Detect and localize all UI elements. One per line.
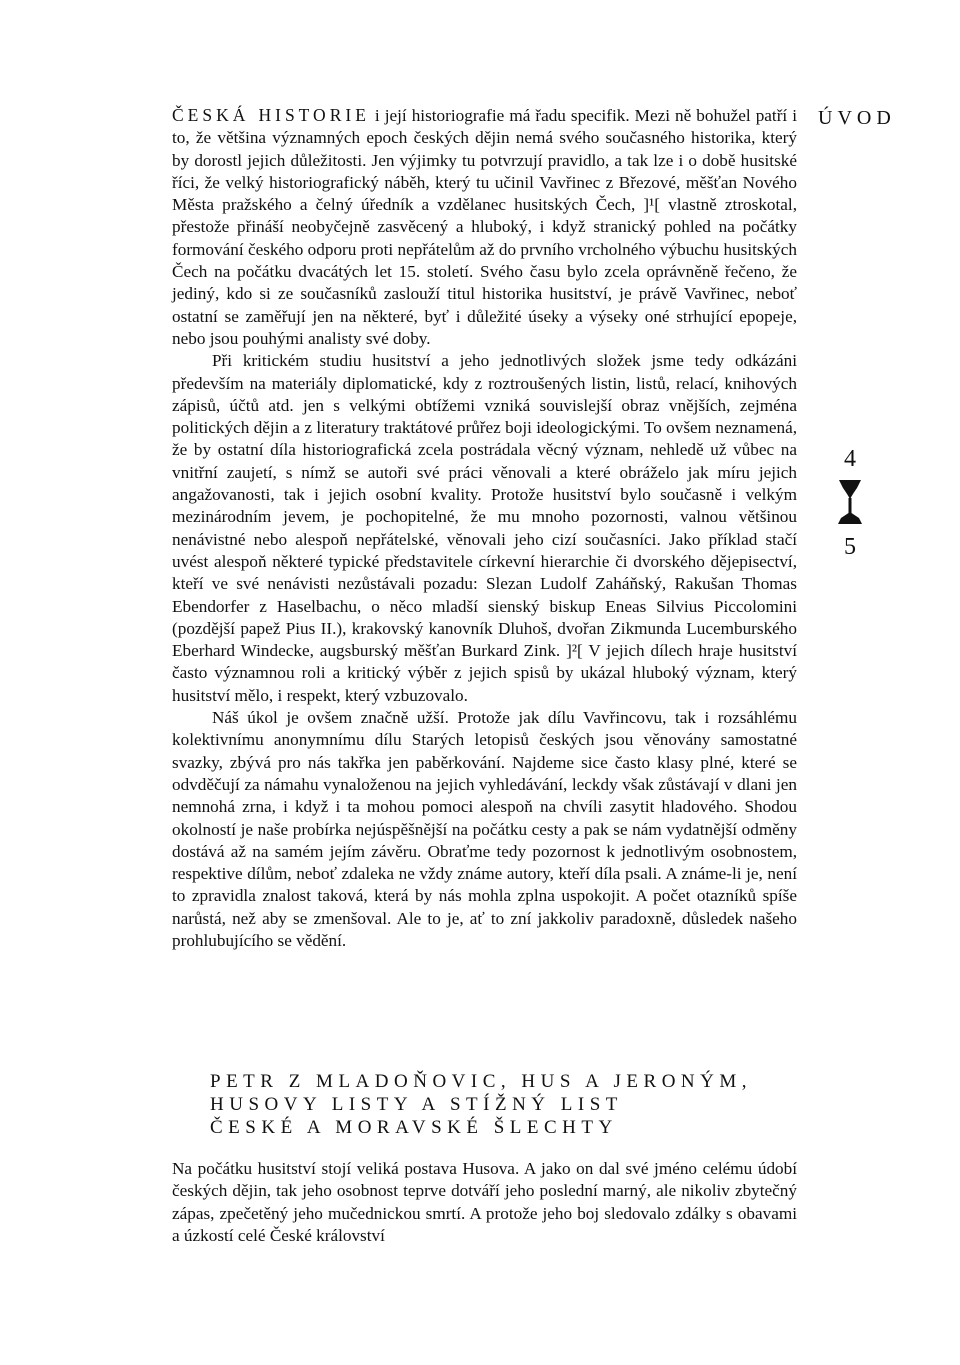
section-paragraph-1: Na počátku husitství stojí veliká postava Husova. A jako on dal své jméno celému údobí českých dějin, tak jeho osobnost teprve dotváří jeho poslední marný, ale nikoliv zbytečný zápas, zpečetěný jeho mučednickou smrtí. A protože jeho boj sledovalo zdálky s obavami a úzkostí celé České království	[172, 1159, 797, 1245]
intro-paragraph-1-text: i její historiografie má řadu specifik. Mezi ně bohužel patří i to, že většina významných epoch českých dějin nemá svého současného historika, který by dorostl jejich důležitosti. Jen výjimky tu potvrzují pravidlo, a tak lze i o době husitské říci, že velký historiografický náběh, který tu učinil Vavřinec z Březové, měšťan Nového Města pražského a čelný úředník a vzdělanec husitských Čech, ]¹[ vlastně ztroskotal, přestože přináší neobyčejně zasvěcený a hluboký, i když stranický pohled na počátky formování českého odporu proti nepřátelům až do prvního vrcholného výbuchu husitských Čech na počátku dvacátých let 15. století. Svého času bylo zcela oprávněně řečeno, že jediný, kdo si ze současníků zaslouží titul historika husitství, je právě Vavřinec, neboť ostatní se zaměřují jen na některé, byť i důležité úseky a výseky oné strhující epopeje, nebo jsou pouhými analisty své doby.	[172, 106, 798, 348]
page-folio	[820, 444, 880, 562]
intro-text	[172, 104, 797, 952]
section-heading-line-2: HUSOVY LISTY A STÍŽNÝ LIST	[210, 1094, 623, 1115]
section-body	[172, 1158, 797, 1247]
page-number-left: 4	[844, 446, 856, 472]
section-heading-line-3: ČESKÉ A MORAVSKÉ ŠLECHTY	[210, 1117, 618, 1138]
page-number-right: 5	[844, 534, 856, 560]
intro-paragraph-1	[172, 104, 797, 350]
lead-in-small-caps: ČESKÁ HISTORIE	[172, 105, 370, 125]
intro-paragraph-3: Náš úkol je ovšem značně užší. Protože jak dílu Vavřincovu, tak i rozsáhlému kolektivnímu anonymnímu dílu Starých letopisů českých jsou věnovány samostatné svazky, zbývá pro nás takřka jen paběrkování. Najdeme sice často klasy plné, které se odvděčují za námahu vynaloženou na jejich vyhledávání, leckdy však zůstávají v dlani jen nemnohá zrna, i když i ta mohou pomoci alespoň na chvíli zasytit hladového. Shodou okolností je naše probírka nejúspěšnější na počátku cesty a pak se nám vydatnější odměny dostává až na samém jejím závěru. Obraťme tedy pozornost k jednotlivým osobnostem, respektive dílům, neboť zdaleka ne vždy známe autory, kteří díla psali. A známe-li je, není to zpravidla znalost taková, která by nás mohla zplna uspokojit. A počet otazníků spíše narůstá, než aby se zmenšoval. Ale to je, ať to zní jakkoliv paradoxně, důsledek našeho prohlubujícího se vědění.	[172, 708, 797, 950]
intro-paragraph-2: Při kritickém studiu husitství a jeho jednotlivých složek jsme tedy odkázáni především na materiály diplomatické, kdy z roztroušených listin, listů, relací, knihových zápisů, účtů atd. jen s velkými obtížemi vzniká souvislejší obraz vnějších, zejména politických dějin a z literatury traktátové průřez boji ideologickými. To ovšem neznamená, že by ostatní díla historiografická zcela postrádala věcný význam, nehledě už vůbec na vnitřní zaujetí, s nímž se autoři své práci věnovali a které obráželo jak míru jejich angažovanosti, tak i jejich osobní kvality. Protože husitství bylo současně i velkým mezinárodním jevem, je pochopitelné, že mu mnoho pozornosti, valnou většinou nenávistné nebo alespoň nepřátelské, věnovali jeho cizí současníci. Jako příklad stačí uvést alespoň některé typické představitele církevní hierarchie či dvorského dějepisectví, kteří ve své nenávisti nezůstávali pozadu: Slezan Ludolf Zaháňský, Rakušan Thomas Ebendorfer z Haselbachu, o něco mladší sienský biskup Eneas Silvius Piccolomini (pozdější papež Pius II.), krakovský kanovník Dluhoš, dvořan Zikmunda Lucemburského Eberhard Windecke, augsburský měšťan Burkard Zink. ]²[ V jejich dílech hraje husitství často významnou roli a kritický výběr z jejich spisů by ukázal hluboký význam, který husitství mělo, i respekt, který vzbuzovalo.	[172, 351, 797, 705]
section-heading-line-1: PETR Z MLADOŇOVIC, HUS A JERONÝM,	[210, 1071, 752, 1092]
chalice-icon	[837, 478, 863, 526]
running-head: ÚVOD	[818, 107, 896, 129]
section-heading	[210, 1070, 810, 1139]
